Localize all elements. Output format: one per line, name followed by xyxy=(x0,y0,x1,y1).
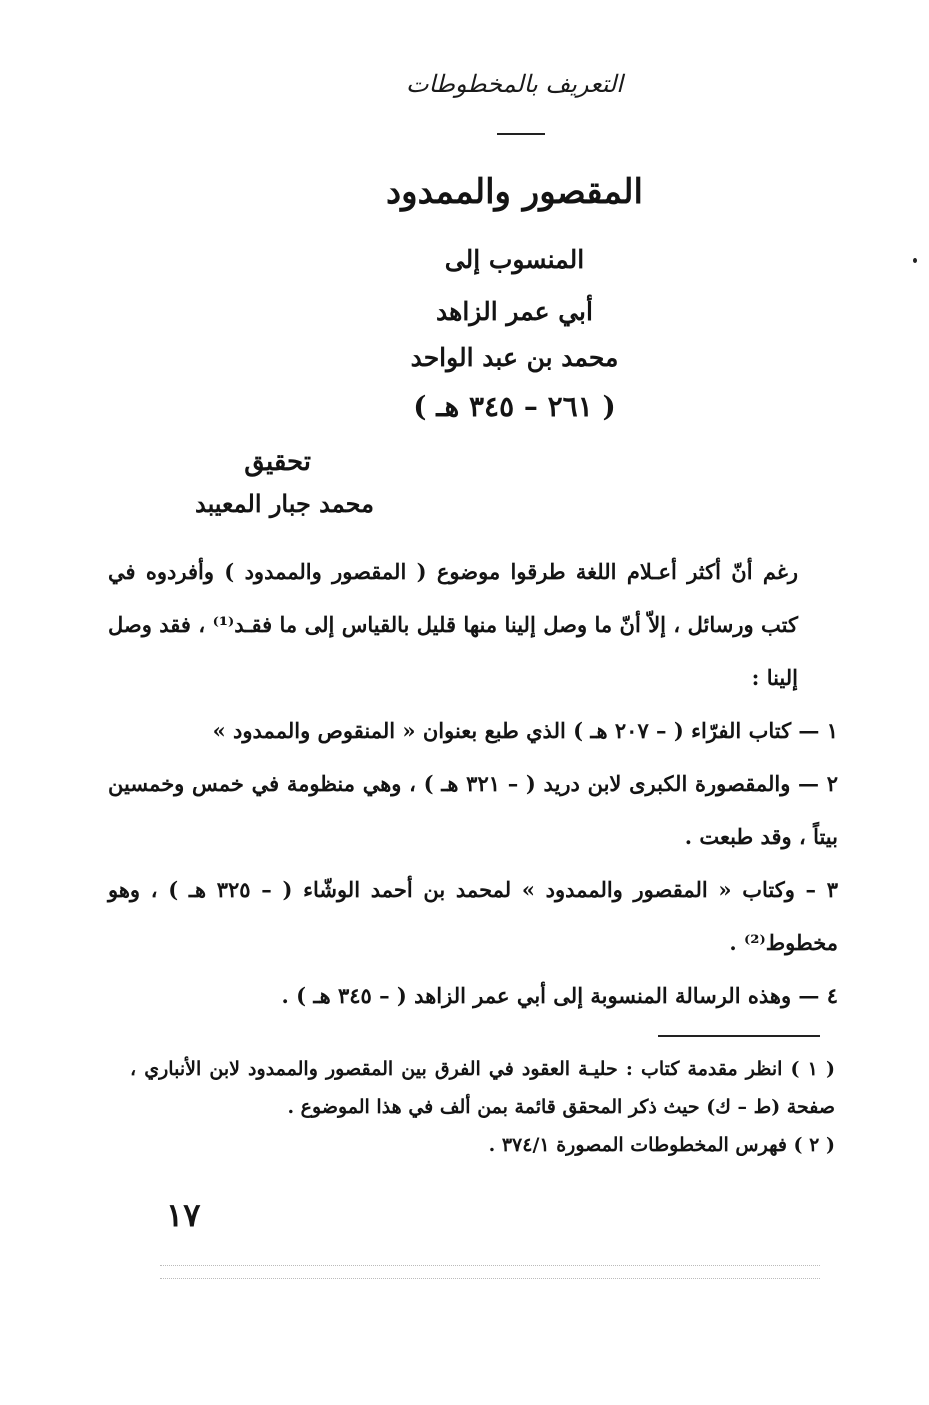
footnote-divider xyxy=(658,1035,820,1037)
header-divider xyxy=(497,133,545,135)
scan-artifact-line xyxy=(160,1278,820,1280)
tahqiq-label: تحقيق xyxy=(244,447,311,477)
footnote-1: ( ١ ) انظر مقدمة كتاب : حليـة العقود في الفرق بين المقصور والممدود لابن الأنباري ، صفحة (ط – ك) حيث ذكر المحقق قائمة بمن ألف في هذا الموضوع . xyxy=(130,1058,835,1118)
scan-speck xyxy=(913,258,917,263)
editor-name: محمد جبار المعيبد xyxy=(194,489,374,518)
attribution-author-kunya: أبي عمر الزاهد xyxy=(436,297,593,326)
footnote-2: ( ٢ ) فهرس المخطوطات المصورة ٣٧٤/١ . xyxy=(488,1134,835,1156)
intro-paragraph: رغم أنّ أكثر أعـلام اللغة طرقوا موضوع ( المقصور والممدود ) وأفردوه في كتب ورسائل ، إلاّ أنّ ما وصل إلينا منها قليل بالقياس إلى ما فقـد⁽¹⁾ ، فقد وصل إلينا : xyxy=(108,559,799,690)
page-title: المقصور والممدود xyxy=(386,172,643,212)
list-item-3: ٣ – وكتاب « المقصور والممدود » لمحمد بن أحمد الوشّاء ( – ٣٢٥ هـ ) ، وهو مخطوط⁽²⁾ . xyxy=(108,877,838,955)
attribution-author-name: محمد بن عبد الواحد xyxy=(410,343,619,372)
scan-artifact-line xyxy=(160,1265,820,1267)
attribution-dates: ( ٢٦١ – ٣٤٥ هـ ) xyxy=(413,390,616,423)
list-item-2: ٢ — والمقصورة الكبرى لابن دريد ( – ٣٢١ هـ ) ، وهي منظومة في خمس وخمسين بيتاً ، وقد طبعت . xyxy=(108,771,839,849)
running-head: التعريف بالمخطوطات xyxy=(406,70,623,98)
body-text xyxy=(108,545,838,1022)
page-number: ١٧ xyxy=(166,1196,201,1234)
footnotes xyxy=(130,1050,835,1164)
list-item-4: ٤ — وهذه الرسالة المنسوبة إلى أبي عمر الزاهد ( – ٣٤٥ هـ ) . xyxy=(281,983,838,1008)
list-item-1: ١ — كتاب الفرّاء ( – ٢٠٧ هـ ) الذي طبع بعنوان « المنقوص والممدود » xyxy=(212,718,838,743)
attribution-line-1: المنسوب إلى xyxy=(444,245,585,274)
